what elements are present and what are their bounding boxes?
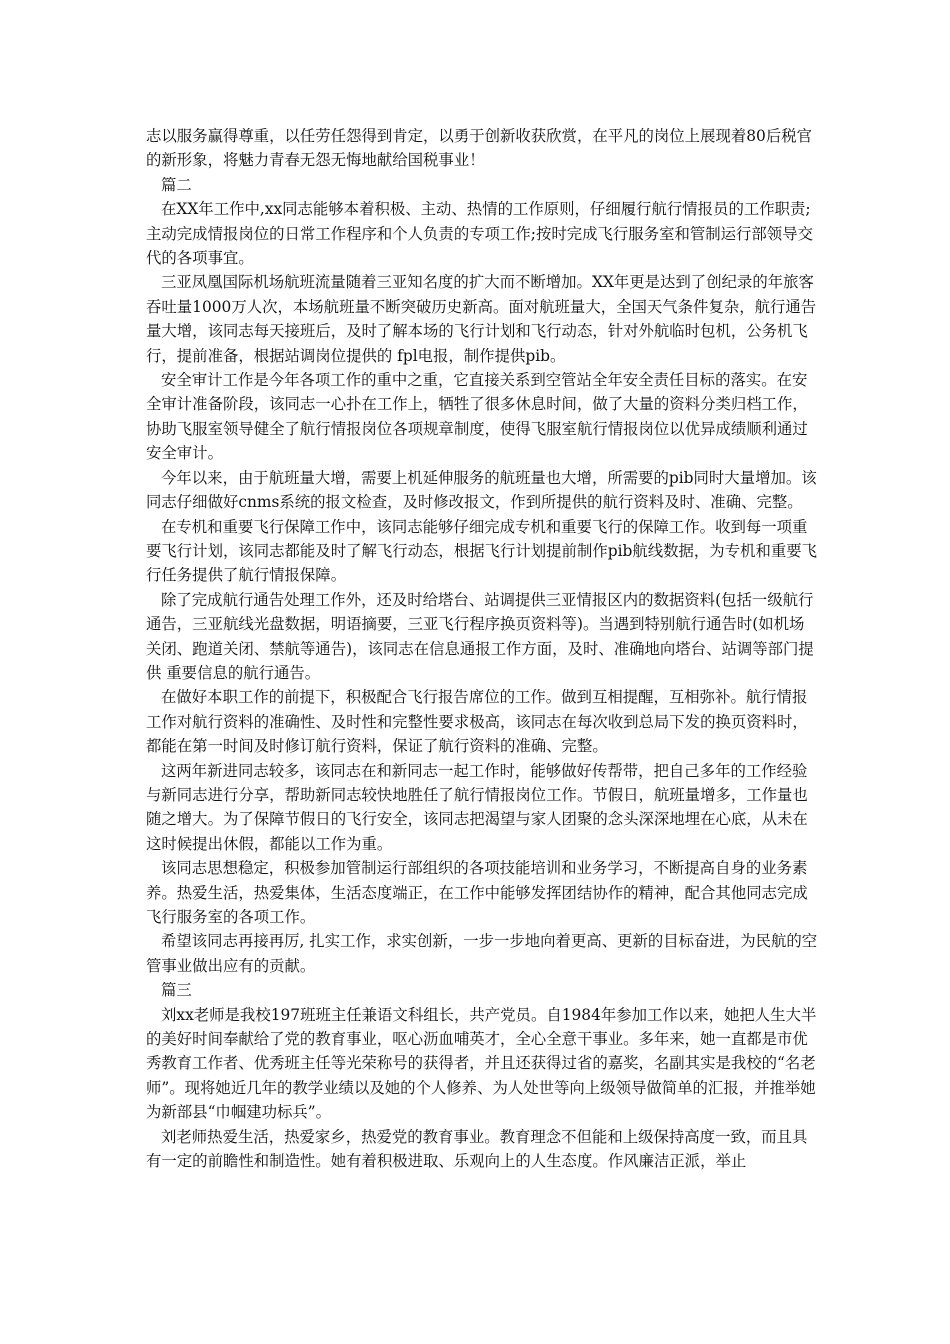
paragraph-7: 除了完成航行通告处理工作外，还及时给塔台、站调提供三亚情报区内的数据资料(包括一级航行通告，三亚航线光盘数据，明语摘要，三亚飞行程序换页资料等)。当遇到特别航行通告时(如机场关闭、跑道关闭、禁航等通告)，该同志在信息通报工作方面，及时、准确地向塔台、站调等部门提供 重要信息的航行通告。	[146, 590, 814, 682]
section-heading-3: 篇三	[161, 981, 192, 1000]
paragraph-8: 在做好本职工作的前提下，积极配合飞行报告席位的工作。做到互相提醒，互相弥补。航行情报工作对航行资料的准确性、及时性和完整性要求极高，该同志在每次收到总局下发的换页资料时，都能在第一时间及时修订航行资料，保证了航行资料的准确、完整。	[146, 688, 808, 756]
paragraph-6: 在专机和重要飞行保障工作中，该同志能够仔细完成专机和重要飞行的保障工作。收到每一项重要飞行计划，该同志都能及时了解飞行动态，根据飞行计划提前制作pib航线数据，为专机和重要飞行任务提供了航行情报保障。	[146, 517, 818, 585]
paragraph-2: 在XX年工作中,xx同志能够本着积极、主动、热情的工作原则，仔细履行航行情报员的工作职责;主动完成情报岗位的日常工作程序和个人负责的专项工作;按时完成飞行服务室和管制运行部领导交代的各项事宜。	[146, 200, 813, 268]
paragraph-3: 三亚凤凰国际机场航班流量随着三亚知名度的扩大而不断增加。XX年更是达到了创纪录的年旅客吞吐量1000万人次，本场航班量不断突破历史新高。面对航班量大，全国天气条件复杂，航行通告量大增，该同志每天接班后，及时了解本场的飞行计划和飞行动态，针对外航临时包机，公务机飞行，提前准备，根据站调岗位提供的 fpl电报，制作提供pib。	[146, 273, 817, 365]
paragraph-4: 安全审计工作是今年各项工作的重中之重，它直接关系到空管站全年安全责任目标的落实。在安全审计准备阶段，该同志一心扑在工作上，牺牲了很多休息时间，做了大量的资料分类归档工作，协助飞服室领导健全了航行情报岗位各项规章制度，使得飞服室航行情报岗位以优异成绩顺利通过安全审计。	[146, 371, 808, 463]
section-heading-2: 篇二	[161, 175, 192, 194]
paragraph-13: 刘老师热爱生活，热爱家乡，热爱党的教育事业。教育理念不但能和上级保持高度一致，而且具有一定的前瞻性和制造性。她有着积极进取、乐观向上的人生态度。作风廉洁正派，举止	[146, 1127, 808, 1171]
paragraph-9: 这两年新进同志较多，该同志在和新同志一起工作时，能够做好传帮带，把自己多年的工作经验与新同志进行分享，帮助新同志较快地胜任了航行情报岗位工作。节假日，航班量增多，工作量也随之增大。为了保障节假日的飞行安全，该同志把渴望与家人团聚的念头深深地埋在心底，从未在这时候提出休假，都能以工作为重。	[146, 761, 808, 853]
paragraph-12: 刘xx老师是我校197班班主任兼语文科组长，共产党员。自1984年参加工作以来，她把人生大半的美好时间奉献给了党的教育事业，呕心沥血哺英才，全心全意干事业。多年来，她一直都是市优秀教育工作者、优秀班主任等光荣称号的获得者，并且还获得过省的嘉奖，名副其实是我校的“名老师”。现将她近几年的教学业绩以及她的个人修养、为人处世等向上级领导做简单的汇报，并推举她为新部县“巾帼建功标兵”。	[146, 1005, 817, 1122]
paragraph-1: 志以服务赢得尊重，以任劳任怨得到肯定，以勇于创新收获欣赏，在平凡的岗位上展现着80后税官的新形象，将魅力青春无怨无悔地献给国税事业！	[146, 127, 812, 170]
paragraph-11: 希望该同志再接再厉, 扎实工作，求实创新，一步一步地向着更高、更新的目标奋进，为民航的空管事业做出应有的贡献。	[146, 932, 818, 975]
document-body	[146, 124, 818, 1173]
paragraph-5: 今年以来，由于航班量大增，需要上机延伸服务的航班量也大增，所需要的pib同时大量增加。该同志仔细做好cnms系统的报文检查，及时修改报文，作到所提供的航行资料及时、准确、完整。	[146, 468, 817, 512]
paragraph-10: 该同志思想稳定，积极参加管制运行部组织的各项技能培训和业务学习，不断提高自身的业务素养。热爱生活，热爱集体，生活态度端正，在工作中能够发挥团结协作的精神，配合其他同志完成飞行服务室的各项工作。	[146, 859, 808, 926]
